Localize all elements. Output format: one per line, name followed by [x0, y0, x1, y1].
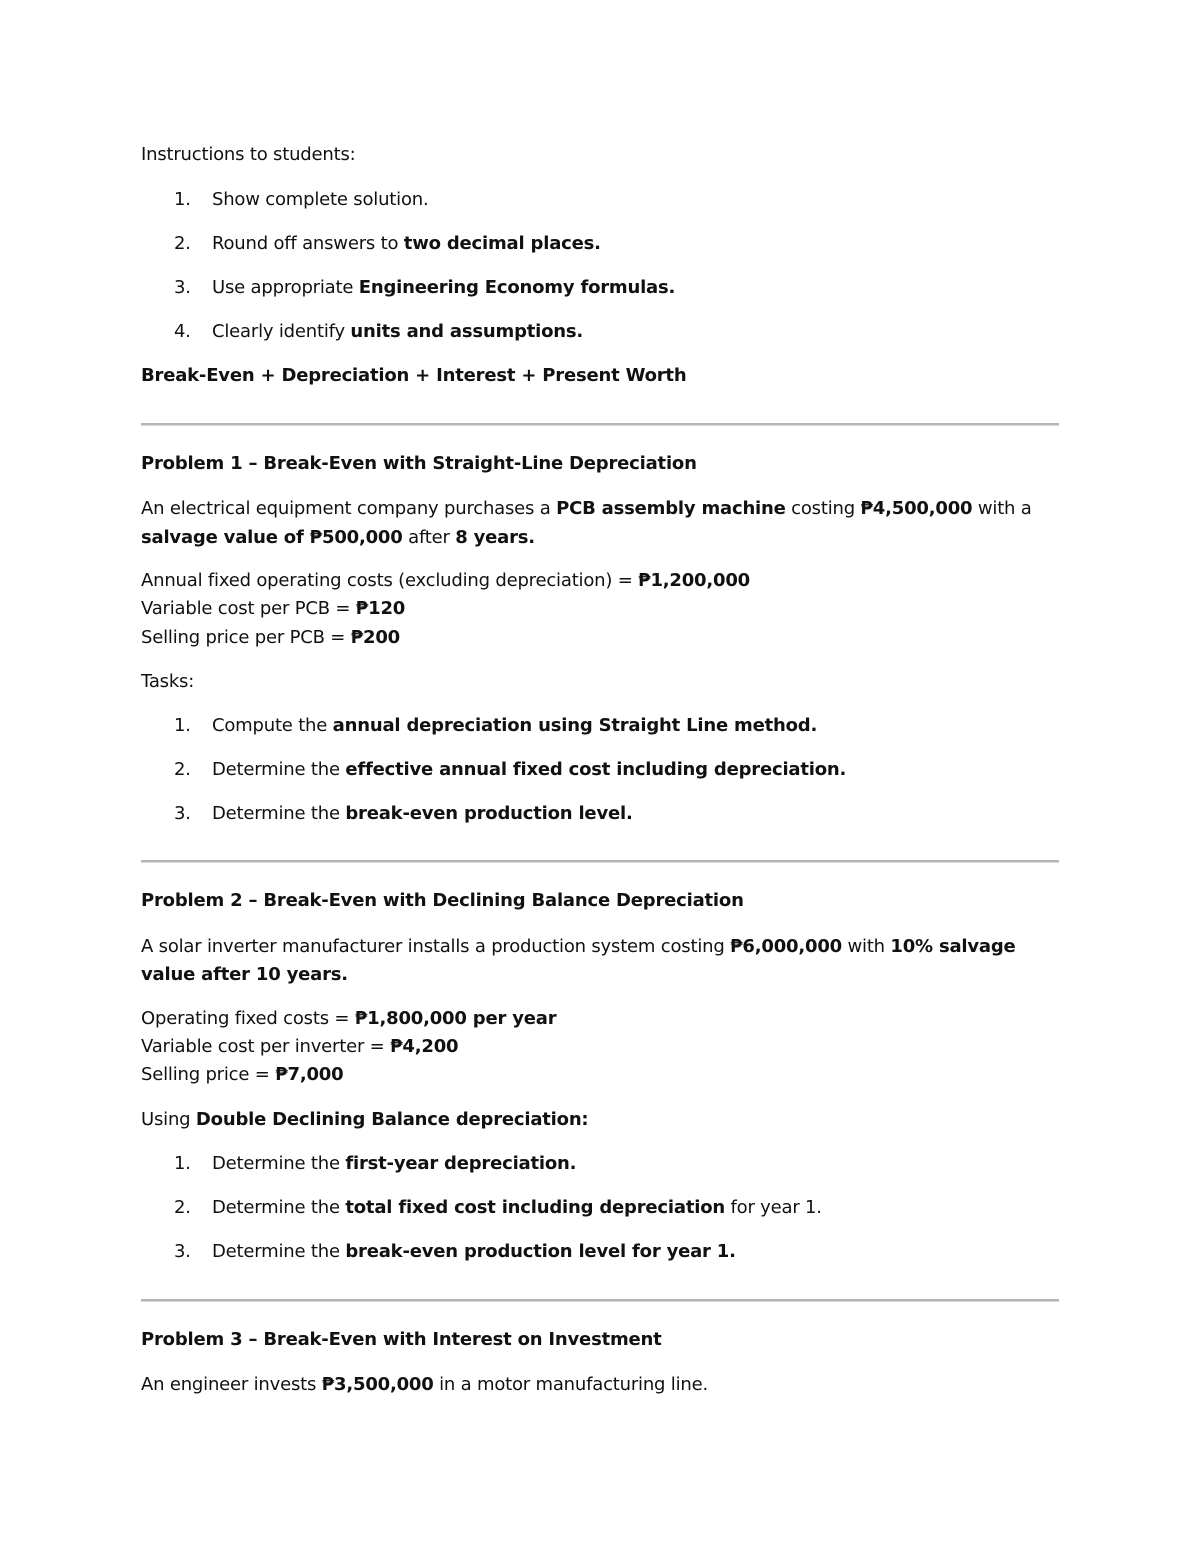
bold-text-run: units and assumptions.	[350, 321, 584, 342]
text-run: Determine the	[212, 1153, 346, 1174]
problem-2-description-line-2	[141, 963, 348, 987]
bold-text-run: Double Declining Balance depreciation:	[195, 1109, 589, 1130]
task-number: 2.	[174, 759, 191, 780]
instruction-number: 3.	[174, 277, 191, 298]
problem-1-fixed-cost	[141, 569, 750, 593]
instruction-item	[212, 188, 429, 212]
instructions-heading: Instructions to students:	[141, 144, 356, 165]
text-run: Selling price =	[141, 1064, 276, 1085]
task-number: 1.	[174, 715, 191, 736]
problem-1-selling-price	[141, 626, 400, 650]
task-number: 2.	[174, 1197, 191, 1218]
problem-1-variable-cost	[141, 597, 405, 621]
problem-1-task	[212, 758, 846, 782]
text-run: Determine the	[212, 759, 346, 780]
bold-text-run: ₱200	[350, 627, 401, 648]
bold-text-run: annual depreciation using Straight Line method.	[332, 715, 818, 736]
text-run: Round off answers to	[212, 233, 404, 254]
text-run: A solar inverter manufacturer installs a production system costing	[141, 936, 731, 957]
problem-2-fixed-cost	[141, 1007, 556, 1031]
bold-text-run: ₱1,200,000	[638, 570, 750, 591]
problem-2-task	[212, 1240, 736, 1264]
problem-1-tasks-label: Tasks:	[141, 671, 195, 692]
text-run: Variable cost per PCB =	[141, 598, 356, 619]
text-run: Variable cost per inverter =	[141, 1036, 391, 1057]
section-divider	[141, 860, 1059, 863]
text-run: Clearly identify	[212, 321, 351, 342]
instruction-item	[212, 320, 583, 344]
problem-2-variable-cost	[141, 1035, 458, 1059]
bold-text-run: Engineering Economy formulas.	[358, 277, 676, 298]
text-run: in a motor manufacturing line.	[433, 1374, 708, 1395]
instruction-number: 4.	[174, 321, 191, 342]
problem-2-task	[212, 1196, 822, 1220]
problem-1-title: Problem 1 – Break-Even with Straight-Line Depreciation	[141, 453, 697, 474]
problem-2-title: Problem 2 – Break-Even with Declining Balance Depreciation	[141, 890, 744, 911]
text-run: Operating fixed costs =	[141, 1008, 355, 1029]
instruction-number: 1.	[174, 189, 191, 210]
text-run: An engineer invests	[141, 1374, 322, 1395]
problem-1-task	[212, 714, 817, 738]
bold-text-run: effective annual fixed cost including depreciation.	[345, 759, 847, 780]
text-run: costing	[785, 498, 861, 519]
bold-text-run: ₱4,500,000	[860, 498, 973, 519]
problem-2-description-line-1	[141, 935, 1016, 959]
text-run: Using	[141, 1109, 196, 1130]
problem-3-description-line-1	[141, 1373, 708, 1397]
text-run: Selling price per PCB =	[141, 627, 351, 648]
problem-2-method	[141, 1108, 588, 1132]
text-run: after	[402, 527, 456, 548]
instruction-item	[212, 232, 601, 256]
text-run: Annual fixed operating costs (excluding depreciation) =	[141, 570, 639, 591]
bold-text-run: PCB assembly machine	[556, 498, 786, 519]
bold-text-run: ₱6,000,000	[730, 936, 842, 957]
bold-text-run: first-year depreciation.	[345, 1153, 577, 1174]
bold-text-run: value after 10 years.	[141, 964, 348, 985]
problem-1-task	[212, 802, 633, 826]
bold-text-run: two decimal places.	[403, 233, 601, 254]
text-run: Use appropriate	[212, 277, 359, 298]
bold-text-run: break-even production level for year 1.	[345, 1241, 736, 1262]
text-run: with a	[972, 498, 1032, 519]
problem-2-task	[212, 1152, 576, 1176]
problem-1-description-line-2	[141, 526, 535, 550]
task-number: 3.	[174, 803, 191, 824]
text-run: Compute the	[212, 715, 333, 736]
text-run: for year 1.	[724, 1197, 822, 1218]
bold-text-run: ₱7,000	[275, 1064, 344, 1085]
problem-2-selling-price	[141, 1063, 343, 1087]
bold-text-run: ₱3,500,000	[321, 1374, 434, 1395]
instruction-number: 2.	[174, 233, 191, 254]
text-run: Determine the	[212, 1197, 346, 1218]
topic-title: Break-Even + Depreciation + Interest + Present Worth	[141, 365, 687, 386]
bold-text-run: ₱4,200	[390, 1036, 459, 1057]
bold-text-run: 10% salvage	[890, 936, 1016, 957]
instruction-item	[212, 276, 675, 300]
bold-text-run: total fixed cost including depreciation	[345, 1197, 725, 1218]
text-run: Determine the	[212, 1241, 346, 1262]
bold-text-run: ₱1,800,000 per year	[354, 1008, 557, 1029]
text-run: Determine the	[212, 803, 346, 824]
problem-1-description-line-1	[141, 497, 1032, 521]
text-run: Show complete solution.	[212, 189, 429, 210]
bold-text-run: ₱120	[355, 598, 406, 619]
section-divider	[141, 1299, 1059, 1302]
bold-text-run: salvage value of ₱500,000	[141, 527, 403, 548]
bold-text-run: 8 years.	[455, 527, 535, 548]
task-number: 1.	[174, 1153, 191, 1174]
bold-text-run: break-even production level.	[345, 803, 633, 824]
text-run: An electrical equipment company purchases a	[141, 498, 557, 519]
task-number: 3.	[174, 1241, 191, 1262]
problem-3-title: Problem 3 – Break-Even with Interest on Investment	[141, 1329, 662, 1350]
section-divider	[141, 423, 1059, 426]
text-run: with	[841, 936, 891, 957]
